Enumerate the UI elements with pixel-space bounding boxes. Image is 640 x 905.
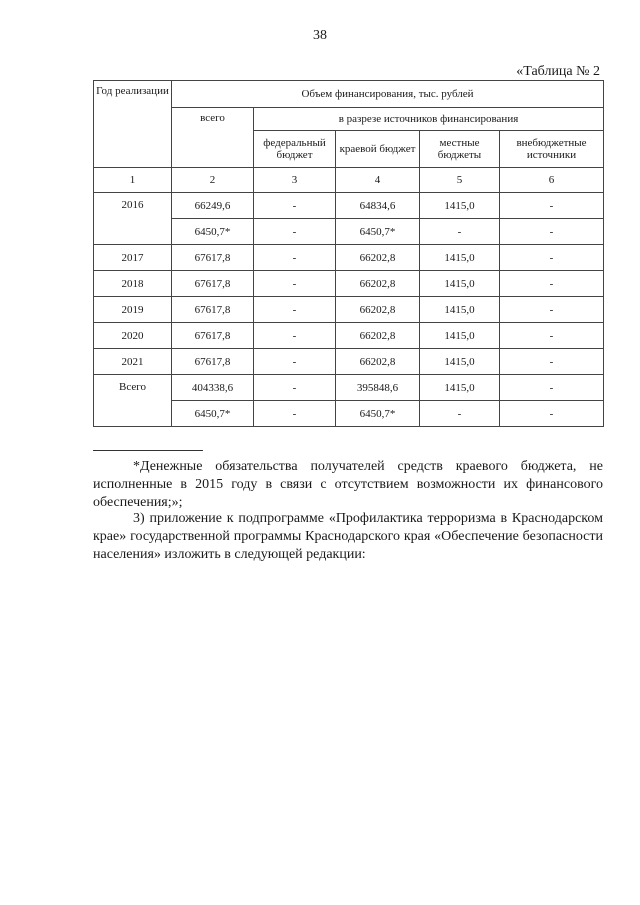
col-number: 5 <box>420 168 500 193</box>
total-cell: 67617,8 <box>172 245 254 271</box>
local-cell: 1415,0 <box>420 349 500 375</box>
local-cell: 1415,0 <box>420 323 500 349</box>
total-cell: 6450,7* <box>172 401 254 427</box>
table-caption: «Таблица № 2 <box>516 64 600 79</box>
federal-cell: - <box>254 297 336 323</box>
total-cell: 67617,8 <box>172 349 254 375</box>
regional-cell: 66202,8 <box>336 323 420 349</box>
extra-cell: - <box>500 271 604 297</box>
col-number: 3 <box>254 168 336 193</box>
regional-cell: 66202,8 <box>336 349 420 375</box>
col-number: 4 <box>336 168 420 193</box>
year-cell: 2016 <box>94 193 172 245</box>
year-cell: 2017 <box>94 245 172 271</box>
extra-cell: - <box>500 219 604 245</box>
footnote-divider <box>93 450 203 451</box>
col-number: 6 <box>500 168 604 193</box>
total-cell: 6450,7* <box>172 219 254 245</box>
total-cell: 67617,8 <box>172 297 254 323</box>
local-cell: - <box>420 219 500 245</box>
header-regional: краевой бюджет <box>336 131 420 168</box>
federal-cell: - <box>254 401 336 427</box>
federal-cell: - <box>254 349 336 375</box>
extra-cell: - <box>500 401 604 427</box>
extra-cell: - <box>500 297 604 323</box>
federal-cell: - <box>254 271 336 297</box>
regional-cell: 66202,8 <box>336 297 420 323</box>
header-federal: федеральный бюджет <box>254 131 336 168</box>
federal-cell: - <box>254 193 336 219</box>
extra-cell: - <box>500 323 604 349</box>
extra-cell: - <box>500 375 604 401</box>
local-cell: 1415,0 <box>420 245 500 271</box>
year-cell: Всего <box>94 375 172 427</box>
year-cell: 2018 <box>94 271 172 297</box>
local-cell: 1415,0 <box>420 375 500 401</box>
year-cell: 2021 <box>94 349 172 375</box>
header-by-source: в разрезе источников финансирования <box>254 108 604 131</box>
year-cell: 2019 <box>94 297 172 323</box>
extra-cell: - <box>500 245 604 271</box>
item-3-paragraph: 3) приложение к подпрограмме «Профилактика терроризма в Краснодарском крае» государственной программы Краснодарского края «Обеспечение безопасности населения» изложить в следующей редакции: <box>93 511 603 562</box>
col-number: 1 <box>94 168 172 193</box>
page-number: 38 <box>313 28 327 43</box>
table-row <box>94 245 604 271</box>
regional-cell: 395848,6 <box>336 375 420 401</box>
federal-cell: - <box>254 375 336 401</box>
table-row <box>94 375 604 401</box>
regional-cell: 66202,8 <box>336 245 420 271</box>
total-cell: 67617,8 <box>172 323 254 349</box>
footnote-text: *Денежные обязательства получателей средств краевого бюджета, не исполненные в 2015 году в связи с отсутствием возможности их финансового обеспечения;»; <box>93 459 603 510</box>
regional-cell: 6450,7* <box>336 401 420 427</box>
header-extrabudget: внебюджетные источники <box>500 131 604 168</box>
financing-table <box>93 80 604 427</box>
extra-cell: - <box>500 193 604 219</box>
regional-cell: 64834,6 <box>336 193 420 219</box>
regional-cell: 6450,7* <box>336 219 420 245</box>
table-row <box>94 193 604 219</box>
table-row <box>94 271 604 297</box>
local-cell: 1415,0 <box>420 271 500 297</box>
table-row <box>94 297 604 323</box>
header-local: местные бюджеты <box>420 131 500 168</box>
header-volume: Объем финансирования, тыс. рублей <box>172 81 604 108</box>
table-row <box>94 349 604 375</box>
regional-cell: 66202,8 <box>336 271 420 297</box>
total-cell: 67617,8 <box>172 271 254 297</box>
federal-cell: - <box>254 323 336 349</box>
total-cell: 66249,6 <box>172 193 254 219</box>
col-number: 2 <box>172 168 254 193</box>
header-total: всего <box>172 108 254 168</box>
total-cell: 404338,6 <box>172 375 254 401</box>
extra-cell: - <box>500 349 604 375</box>
local-cell: 1415,0 <box>420 193 500 219</box>
table-row <box>94 323 604 349</box>
federal-cell: - <box>254 219 336 245</box>
header-year: Год реализации <box>94 81 172 168</box>
local-cell: 1415,0 <box>420 297 500 323</box>
year-cell: 2020 <box>94 323 172 349</box>
federal-cell: - <box>254 245 336 271</box>
local-cell: - <box>420 401 500 427</box>
